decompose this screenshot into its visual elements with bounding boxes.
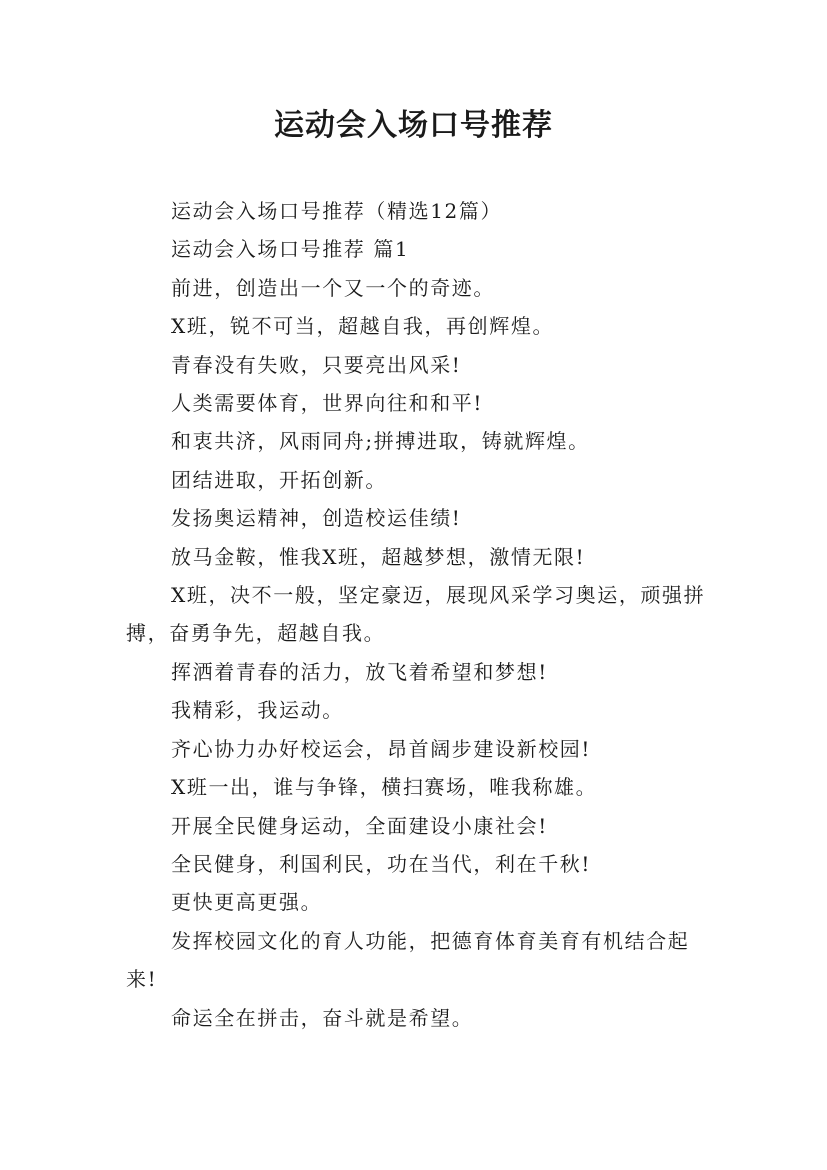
paragraph: 发挥校园文化的育人功能，把德育体育美育有机结合起来! xyxy=(126,928,690,992)
paragraph: 发扬奥运精神，创造校运佳绩! xyxy=(171,506,462,531)
paragraph: 挥洒着青春的活力，放飞着希望和梦想! xyxy=(171,659,548,684)
paragraph: X班一出，谁与争锋，横扫赛场，唯我称雄。 xyxy=(171,775,598,800)
paragraph: 人类需要体育，世界向往和和平! xyxy=(171,391,484,416)
paragraph: 前进，创造出一个又一个的奇迹。 xyxy=(171,275,495,300)
paragraph: 开展全民健身运动，全面建设小康社会! xyxy=(171,813,548,838)
paragraph: 运动会入场口号推荐 篇1 xyxy=(171,237,410,262)
paragraph: 齐心协力办好校运会，昂首阔步建设新校园! xyxy=(171,736,592,761)
paragraph: 青春没有失败，只要亮出风采! xyxy=(171,352,462,377)
paragraph: 我精彩，我运动。 xyxy=(171,698,344,723)
paragraph: 命运全在拼击，奋斗就是希望。 xyxy=(171,1005,474,1030)
document-title: 运动会入场口号推荐 xyxy=(274,108,553,143)
paragraph: 全民健身，利国利民，功在当代，利在千秋! xyxy=(171,851,592,876)
paragraph: 和衷共济，风雨同舟;拼搏进取，铸就辉煌。 xyxy=(171,429,590,454)
paragraph: 运动会入场口号推荐（精选12篇） xyxy=(171,199,503,223)
paragraph: 放马金鞍，惟我X班，超越梦想，激情无限! xyxy=(171,544,586,569)
paragraph: 团结进取，开拓创新。 xyxy=(171,467,387,492)
paragraph: X班，锐不可当，超越自我，再创辉煌。 xyxy=(171,314,555,339)
document-body xyxy=(126,192,706,1037)
paragraph: 更快更高更强。 xyxy=(171,890,323,915)
paragraph: X班，决不一般，坚定豪迈，展现风采学习奥运，顽强拼搏，奋勇争先，超越自我。 xyxy=(126,583,706,646)
